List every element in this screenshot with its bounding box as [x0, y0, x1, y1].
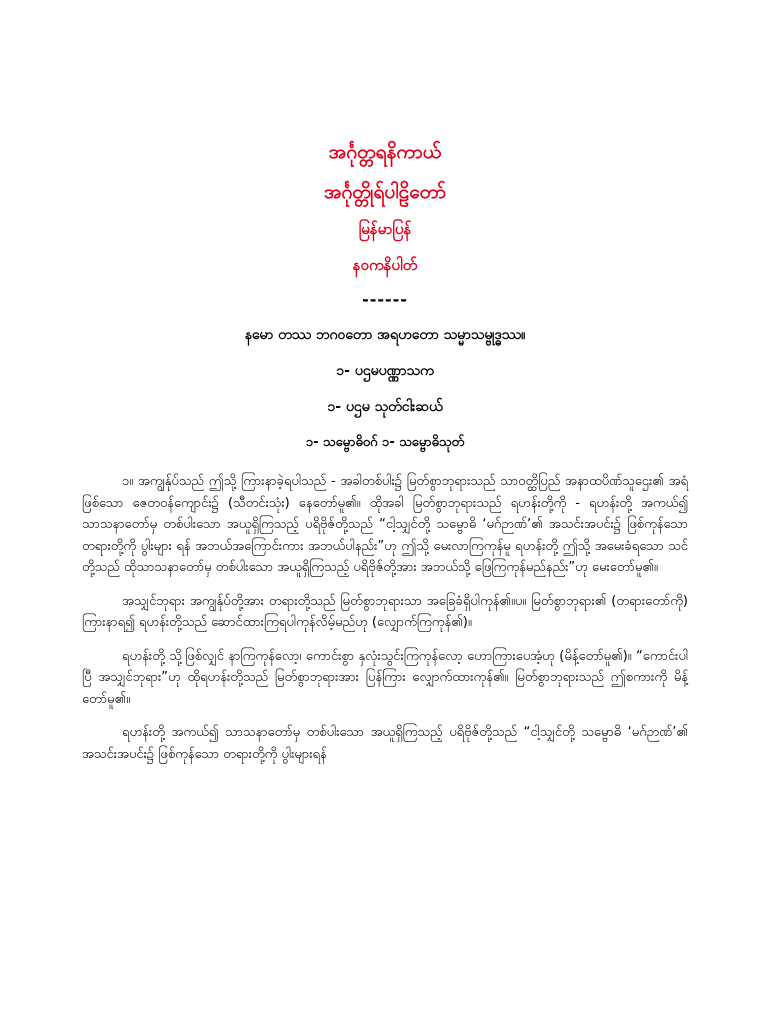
homage-line: နမော တဿ ဘဂဝတော အရဟတော သမ္မာသမ္ဗုဒ္ဓဿ။ — [244, 327, 526, 343]
separator-dashes: ------ — [362, 290, 408, 309]
paragraph-3: ရဟန်းတို့ သို့ဖြစ်လျှင် နာကြကုန်လော့၊ ကောင်းစွာ နှလုံးသွင်းကြကုန်လော့ ဟောကြားပေအံ့ဟု (မိန့်တော်မူ၏)။ “ကောင်းပါပြီ အသျှင်ဘုရား”ဟု ထိုရဟန်းတို့သည် မြတ်စွာဘုရားအား ပြန်ကြား လျှောက်ထားကုန်၏။ မြတ်စွာဘုရားသည် ဤစကားကို မိန့်တော်မူ၏။ — [82, 648, 688, 707]
paragraph-1: ၁။ အကျွန်ုပ်သည် ဤသို့ ကြားနာခဲ့ရပါသည် - အခါတစ်ပါး၌ မြတ်စွာဘုရားသည် သာဝတ္ထိပြည် အနာထပိဏ်သူဌေး၏ အရံဖြစ်သော ဇေတဝန်ကျောင်း၌ (သီတင်းသုံး) နေတော်မူ၏။ ထိုအခါ မြတ်စွာဘုရားသည် ရဟန်းတို့ကို - ရဟန်းတို့ အကယ်၍ သာသနာတော်မှ တစ်ပါးသော အယူရှိကြသည့် ပရိဗိုဇ်တို့သည် “ငါ့သျှင်တို့ သမ္ဗောဓိ ‘မဂ်ဉာဏ်’၏ အသင်းအပင်း၌ ဖြစ်ကုန်သော တရားတို့ကို ပွါးများ ရန် အဘယ်အကြောင်းကား အဘယ်ပါနည်း”ဟု ဤသို့ မေးလာကြကုန်မူ ရဟန်းတို့ ဤသို့ အမေးခံရသော သင်တို့သည် ထိုသာသနာတော်မှ တစ်ပါးသော အယူရှိကြသည့် ပရိဗိုဇ်တို့အား အဘယ်သို့ ဖြေကြကုန်မည်နည်း”ဟု မေးတော်မူ၏။ — [82, 474, 688, 575]
sutta-heading: ၁- သမ္ဗောဓိဝဂ် ၁- သမ္ဗောဓိသုတ် — [305, 435, 465, 450]
pannasaka-heading: ၁- ပဌမပဏ္ဏာသက — [336, 363, 434, 379]
paragraph-4: ရဟန်းတို့ အကယ်၍ သာသနာတော်မှ တစ်ပါးသော အယူရှိကြသည့် ပရိဗိုဇ်တို့သည် “ငါ့သျှင်တို့ သမ္ဗောဓိ ‘မဂ်ဉာဏ်’၏ အသင်းအပင်း၌ ဖြစ်ကုန်သော တရားတို့ကို ပွါးများရန် — [82, 725, 688, 762]
paragraph-2: အသျှင်ဘုရား အကျွန်ုပ်တို့အား တရားတို့သည် မြတ်စွာဘုရားသာ အခြေခံရှိပါကုန်၏။ပ။ မြတ်စွာဘုရား၏ (တရားတော်ကို) ကြားနာရ၍ ရဟန်းတို့သည် ဆောင်ထားကြရပါကုန်လိမ့်မည်ဟု (လျှောက်ကြကုန်၏)။ — [82, 593, 688, 630]
title-anguttara-pali: အင်္ဂုတ္တိုရ်ပါဠိတော် — [324, 181, 446, 203]
title-navaka-nipata: နဝကနိပါတ် — [352, 256, 418, 274]
title-myanmar-translation: မြန်မာပြန် — [358, 220, 412, 238]
title-block — [82, 138, 688, 276]
vagga-heading: ၁- ပဌမ သုတ်ငါးဆယ် — [327, 399, 443, 415]
title-anguttara-nikaya: အင်္ဂုတ္တရနိကာယ် — [328, 141, 442, 163]
